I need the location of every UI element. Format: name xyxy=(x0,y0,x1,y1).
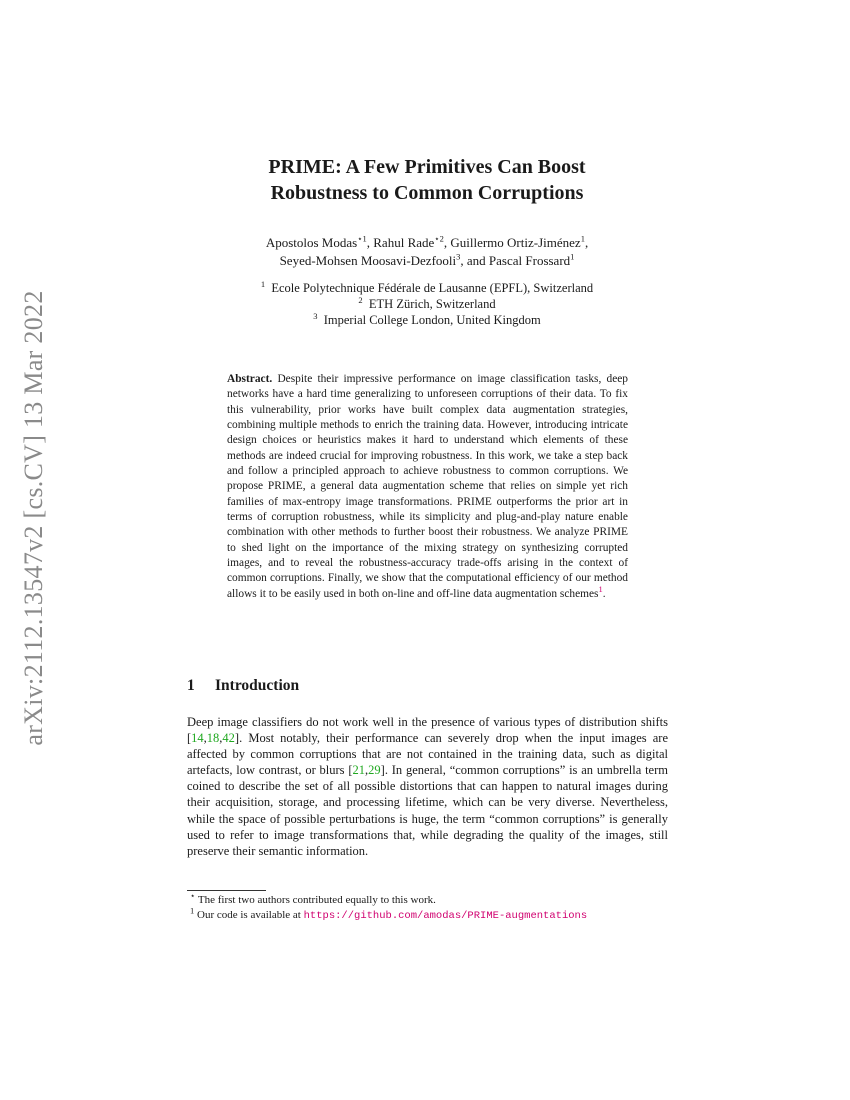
author-name: Rahul Rade xyxy=(373,235,435,250)
author-list xyxy=(186,234,668,270)
code-url-link[interactable]: https://github.com/amodas/PRIME-augmentations xyxy=(303,910,588,922)
affiliation-item: $^2$ ETH Zürich, Switzerland xyxy=(358,294,496,311)
author-line-1: Apostolos Modas$^{⋆1}$, Rahul Rade$^{⋆2}$, Guillermo Ortiz-Jiménez$^1$, xyxy=(265,233,589,250)
affiliation-item: $^1$ Ecole Polytechnique Fédérale de Lausanne (EPFL), Switzerland xyxy=(260,278,594,295)
footnote-ref-link[interactable]: 1 xyxy=(598,584,603,595)
paper-title xyxy=(186,154,668,206)
footnote-mark: 1 xyxy=(190,905,195,916)
author-mark: 3 xyxy=(456,251,461,262)
author-line-2: Seyed-Mohsen Moosavi-Dezfooli$^3$, and Pascal Frossard$^1$ xyxy=(279,251,575,268)
citation-link[interactable]: 18 xyxy=(206,731,220,746)
affiliation-item: $^3$ Imperial College London, United Kingdom xyxy=(313,310,541,327)
author-name: Guillermo Ortiz-Jiménez xyxy=(450,235,581,250)
abstract-label: Abstract. xyxy=(227,373,273,385)
title-line-2: Robustness to Common Corruptions xyxy=(270,182,584,204)
citation-link[interactable]: 14 xyxy=(191,731,204,746)
author-mark: ⋆2 xyxy=(434,233,444,244)
arxiv-sidebar xyxy=(16,288,52,748)
author-name: Pascal Frossard xyxy=(488,253,571,268)
author-name: Seyed-Mohsen Moosavi-Dezfooli xyxy=(279,253,457,268)
footnote-mark: ⋆ xyxy=(190,890,196,901)
abstract: Abstract. Despite their impressive performance on image classification tasks, deep networks have a hard time generalizing to unforeseen corruptions of their data. To fix this vulnerability, prior works have built complex data augmentation strategies, combining multiple methods to enrich the training data. However, introducing intricate design choices or heuristics makes it hard to understand which elements of these methods are indeed crucial for improving robustness. In this work, we take a step back and follow a principled approach to achieve robustness to common corruptions. We propose PRIME, a general data augmentation scheme that relies on simple yet rich families of max-entropy image transformations. PRIME outperforms the prior art in terms of corruption robustness, while its simplicity and plug-and-play nature enable combination with other methods to further boost their robustness. We analyze PRIME to shed light on the importance of the mixing strategy on synthesizing corrupted images, and to reveal the robustness-accuracy trade-offs arising in the context of common corruptions. Finally, we show that the computational efficiency of our method allows it to be easily used in both on-line and off-line data augmentation schemes$^1$. xyxy=(227,373,628,600)
footnote-equal-contribution: ⋆ The first two authors contributed equally to this work. xyxy=(190,890,436,906)
abstract-text: Despite their impressive performance on image classification tasks, deep networks have a hard time generalizing to unforeseen corruptions of their data. To fix this vulnerability, prior works have built complex data augmentation strategies, combining multiple methods to enrich the training data. However, introducing intricate design choices or heuristics makes it hard to understand which elements of these methods are indeed crucial for improving robustness. In this work, we take a step back and follow a principled approach to achieve robustness to common corruptions. We propose PRIME, a general data augmentation scheme that relies on simple yet rich families of max-entropy image transformations. PRIME outperforms the prior art in terms of corruption robustness, while its simplicity and plug-and-play nature enable combination with other methods to further boost their robustness. We analyze PRIME to shed light on the importance of the mixing strategy on synthesizing corrupted images, and to reveal the robustness-accuracy trade-offs arising in the context of common corruptions. Finally, we show that the computational efficiency of our method allows it to be easily used in both on-line and off-line data augmentation schemes xyxy=(227,373,628,600)
author-mark: ⋆1 xyxy=(357,233,367,244)
affiliation-list xyxy=(186,280,668,328)
section-number: 1 xyxy=(187,677,195,694)
footnote-divider xyxy=(187,890,266,891)
arxiv-identifier: arXiv:2112.13547v2 [cs.CV] 13 Mar 2022 xyxy=(19,290,48,746)
citation-link[interactable]: 29 xyxy=(368,763,381,778)
section-title: Introduction xyxy=(215,677,300,694)
section-heading xyxy=(187,677,299,695)
citation-link[interactable]: 21 xyxy=(352,763,366,778)
title-line-1: PRIME: A Few Primitives Can Boost xyxy=(268,156,586,178)
author-mark: 1 xyxy=(580,233,585,244)
footnotes xyxy=(190,890,668,924)
citation-link[interactable]: 42 xyxy=(222,731,235,746)
intro-paragraph: Deep image classifiers do not work well in the presence of various types of distribution shifts [14,18,42]. Most notably, their performance can severely drop when the input images are affected by common corruptions that are not contained in the training data, such as digital artefacts, low contrast, or blurs [21,29]. In general, “common corruptions” is an umbrella term coined to describe the set of all possible distortions that can happen to natural images during their acquisition, storage, and processing lifetime, which can be very diverse. Nevertheless, while the space of possible perturbations is huge, the term “common corruptions” is generally used to refer to image transformations that, while degrading the quality of the images, still preserve their semantic information. xyxy=(187,715,668,858)
author-mark: 1 xyxy=(570,251,575,262)
author-name: Apostolos Modas xyxy=(265,235,358,250)
footnote-code: $^1$ Our code is available at https://github.com/amodas/PRIME-augmentations xyxy=(190,905,588,922)
